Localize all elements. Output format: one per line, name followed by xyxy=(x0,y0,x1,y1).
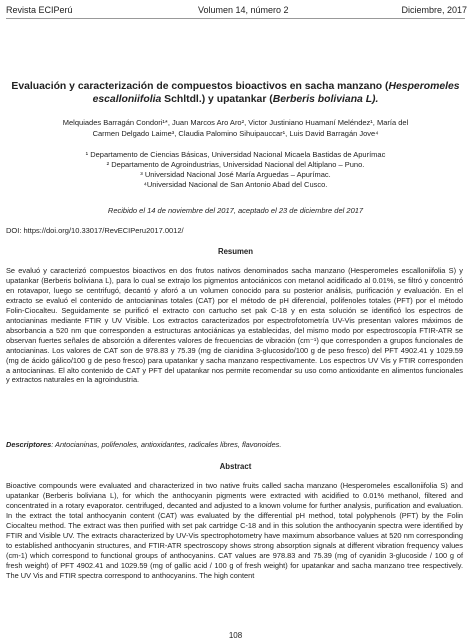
paper-title xyxy=(10,80,461,106)
resumen-heading: Resumen xyxy=(217,247,254,256)
title-part1: Evaluación y caracterización de compuestos bioactivos en sacha manzano ( xyxy=(11,81,389,92)
affiliation-3: ³ Universidad Nacional José María Arguedas – Apurímac. xyxy=(140,170,331,179)
affiliations xyxy=(10,150,461,190)
title-species-1: Hesperomeles escalloniifolia xyxy=(92,81,460,105)
authors-line-1: Melquiades Barragán Condori¹*, Juan Marcos Aro Aro², Victor Justiniano Huamaní Meléndez¹, María del xyxy=(62,118,409,127)
affiliation-4: ⁴Universidad Nacional de San Antonio Abad del Cusco. xyxy=(143,180,328,189)
issue-date: Diciembre, 2017 xyxy=(401,5,467,15)
affiliation-2: ² Departamento de Agroindustrias, Universidad Nacional del Altiplano – Puno. xyxy=(106,160,365,169)
keywords-text: : Antocianinas, polifenoles, antioxidantes, radicales libres, flavonoides. xyxy=(51,440,282,449)
journal-name: Revista ECIPerú xyxy=(6,5,73,15)
affiliation-1: ¹ Departamento de Ciencias Básicas, Universidad Nacional Micaela Bastidas de Apurímac xyxy=(85,150,386,159)
title-part3: Schltdl.) y upatankar ( xyxy=(161,94,273,105)
resumen-text: Se evaluó y caracterizó compuestos bioactivos en dos frutos nativos denominados sacha manzano (Hesperomeles escalloniifolia S) y upatankar (Berberis boliviana L), para lo cual se extrajo los pigmentos antociánicos con metanol acidificado al 0.01%, se filtró y concentró en rotavapor, luego se centrifugó, decantó y aforó a un volumen conocido para su posterior análisis, purificación y evaluación. En el extracto se evaluó el contenido de antocianinas totales (CAT) por el método de pH diferencial, polifenoles totales (PFT) por el método Folin-Ciocalteu. Seguidamente se purificó el extracto con cartucho set pak C-18 y en esta solución se identificó los espectros de antocianinas mediante FTIR y UV Visible. Los extractos caracterizados por espectrofotometría UV-Vis presentan valores máximos de absorbancia a 520 nm que corresponden a estructuras antociánicas ya establecidas, del mismo modo por espectroscopía FTIR-ATR se observan fuertes señales de absorción a diferentes valores de frecuencias de vibración (cm⁻¹) que corresponden a grupos funcionales de antocianinas. Los valores de CAT son de 978.83 y 75.39 (mg de cianidina 3-glucosido/100 g de peso fresco) del PFT 4902.41 y 1029.59 (mg de ácido gálico/100 g de peso fresco) para upatankar y sacha manzano respectivamente. Los espectros UV Vis y FTIR corresponden a antocianinas. El alto contenido de CAT y PFT del upatankar nos permite recomendar su uso como antioxidante en alimentos funcionales y extractos naturales en la agroindustria. xyxy=(6,266,463,385)
volume-number: Volumen 14, número 2 xyxy=(198,5,289,15)
keywords-label: Descriptores xyxy=(6,440,52,449)
author-list xyxy=(10,117,461,139)
page-number: 108 xyxy=(228,631,243,640)
received-accepted-dates: Recibido el 14 de noviembre del 2017, aceptado el 23 de diciembre del 2017 xyxy=(107,206,364,215)
authors-line-2: Carmen Delgado Laime³, Claudia Palomino Sihuipauccar¹, Luis David Barragán Jove⁴ xyxy=(92,129,379,138)
abstract-heading: Abstract xyxy=(219,462,252,471)
title-species-2: Berberis boliviana L). xyxy=(272,94,379,105)
keywords xyxy=(6,440,463,449)
doi-link[interactable]: DOI: https://doi.org/10.33017/RevECIPeru2017.0012/ xyxy=(6,226,184,235)
header-rule xyxy=(6,18,465,19)
abstract-text: Bioactive compounds were evaluated and characterized in two native fruits called sacha manzano (Hesperomeles escalloniifolia S) and upatankar (Berberis boliviana L), for which the anthocyanin pigments were extracted with acidified to 0.01% methanol, filtered and concentrated in a rotary evaporator. centrifuged, decanted and adjusted to a known volume for further analysis, purification and evaluation. In the extract the total anthocyanin content (CAT) was evaluated by the differential pH method, total polyphenols (PFT) by the Folin Ciocalteu method. The extract was then purified with set pak cartridge C-18 and in this solution the anthocyanin spectra were identified by FTIR and Visible UV. The extracts characterized by UV-Vis spectrophotometry have maximum absorbance values at 520 nm corresponding to established anthocyanin structures, and FTIR-ATR spectroscopy shows strong absorption signals at different vibration frequency values (cm-1) which correspond to functional groups of anthocyanins. CAT values are 978.83 and 75.39 (mg of cyanidin 3-glucoside / 100 g of fresh weight) of PFT 4902.41 and 1029.59 (mg of gallic acid / 100 g of fresh weight) for upatankar and sacha manzano tree respectively. The UV Vis and FTIR spectra correspond to anthocyanins. The high content xyxy=(6,481,463,580)
page-header xyxy=(6,5,467,19)
